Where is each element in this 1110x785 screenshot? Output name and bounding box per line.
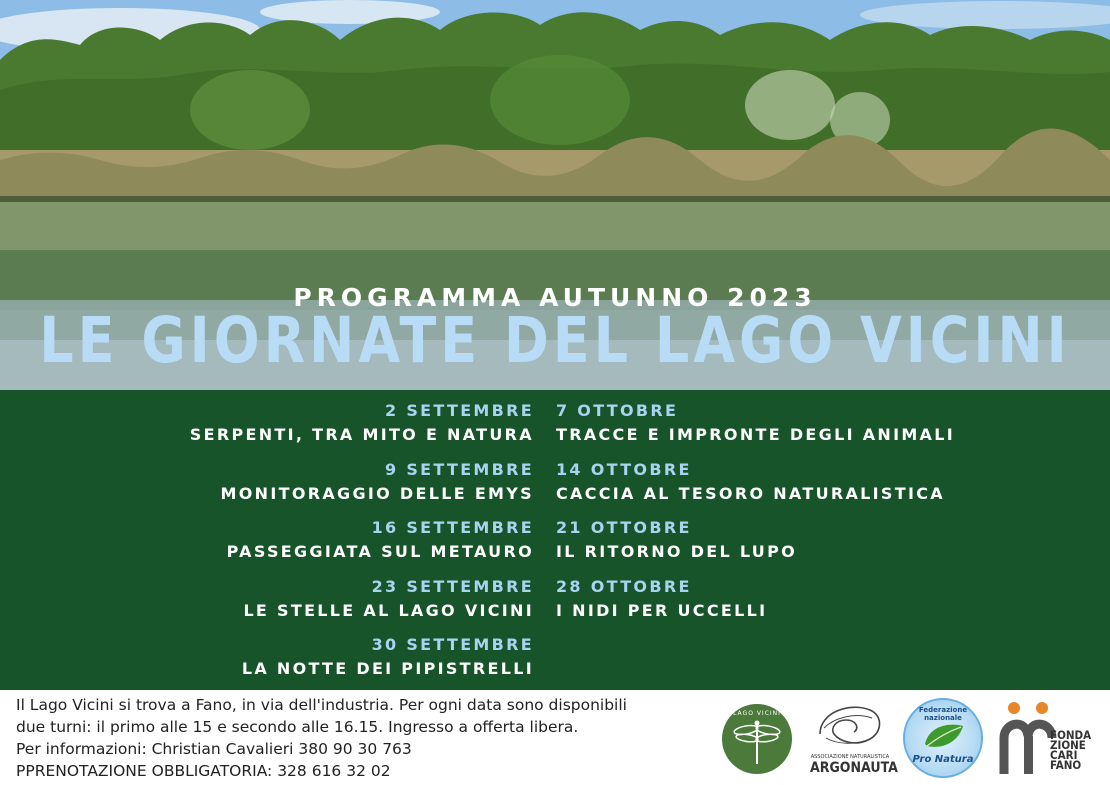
argonauta-logo (810, 698, 898, 778)
pro-natura-label: Pro Natura (912, 754, 974, 765)
event-date: 7 OTTOBRE (556, 401, 679, 420)
event-title: LE STELLE AL LAGO VICINI (243, 600, 534, 620)
info-text (16, 694, 627, 782)
argonauta-subtitle: ASSOCIAZIONE NATURALISTICA (810, 754, 890, 760)
poster-title: LE GIORNATE DEL LAGO VICINI (39, 304, 1071, 378)
lago-vicini-label: LAGO VICINI (733, 710, 781, 717)
event-item (190, 459, 534, 518)
event-date: 9 SETTEMBRE (385, 459, 534, 479)
event-item (190, 576, 534, 635)
event-date: 14 OTTOBRE (556, 459, 692, 479)
september-column (190, 400, 534, 693)
event-item (556, 459, 955, 518)
fondazione-line: CARI (1050, 748, 1078, 762)
event-item (556, 576, 955, 635)
info-line-booking: PPRENOTAZIONE OBBLIGATORIA: 328 616 32 02 (16, 762, 391, 780)
program-schedule (0, 390, 1110, 690)
shell-icon (810, 698, 890, 754)
lago-vicini-logo (722, 704, 792, 774)
fondazione-line: ZIONE (1050, 738, 1086, 752)
october-column (556, 400, 955, 634)
footer (0, 690, 1110, 785)
event-date: 21 OTTOBRE (556, 518, 692, 538)
fondazione-line: FANO (1050, 758, 1082, 772)
event-date: 28 OTTOBRE (556, 576, 692, 596)
event-title: IL RITORNO DEL LUPO (556, 542, 798, 562)
event-title: TRACCE E IMPRONTE DEGLI ANIMALI (556, 425, 955, 444)
event-date: 23 SETTEMBRE (371, 576, 534, 596)
event-title: SERPENTI, TRA MITO E NATURA (189, 425, 534, 444)
info-line-times: due turni: il primo alle 15 e secondo alle 16.15. Ingresso a offerta libera. (16, 718, 579, 736)
event-title: LA NOTTE DEI PIPISTRELLI (241, 659, 534, 679)
event-item (556, 400, 955, 459)
event-date: 2 SETTEMBRE (385, 401, 534, 420)
fondazione-text (1050, 730, 1091, 770)
event-item (190, 517, 534, 576)
event-date: 16 SETTEMBRE (371, 518, 534, 538)
event-title: PASSEGGIATA SUL METAURO (226, 542, 534, 562)
dragonfly-icon (722, 704, 792, 774)
program-subtitle: PROGRAMMA AUTUNNO 2023 (293, 283, 817, 312)
info-line-location: Il Lago Vicini si trova a Fano, in via dell'industria. Per ogni data sono disponibili (16, 696, 627, 714)
lake-landscape-image (0, 0, 1110, 390)
event-item (190, 400, 534, 459)
event-title: MONITORAGGIO DELLE EMYS (220, 483, 534, 503)
fondazione-line: FONDA (1050, 728, 1092, 742)
fondazione-carifano-logo (996, 696, 1100, 780)
event-title: CACCIA AL TESORO NATURALISTICA (556, 483, 945, 503)
info-line-contact: Per informazioni: Christian Cavalieri 380 90 30 763 (16, 740, 412, 758)
event-title: I NIDI PER UCCELLI (556, 600, 768, 620)
argonauta-name: ARGONAUTA (810, 760, 898, 776)
event-item (556, 517, 955, 576)
pro-natura-top-label: Federazione nazionale (918, 706, 968, 722)
pro-natura-logo (903, 698, 983, 778)
event-date: 30 SETTEMBRE (371, 635, 534, 655)
event-item (190, 634, 534, 693)
